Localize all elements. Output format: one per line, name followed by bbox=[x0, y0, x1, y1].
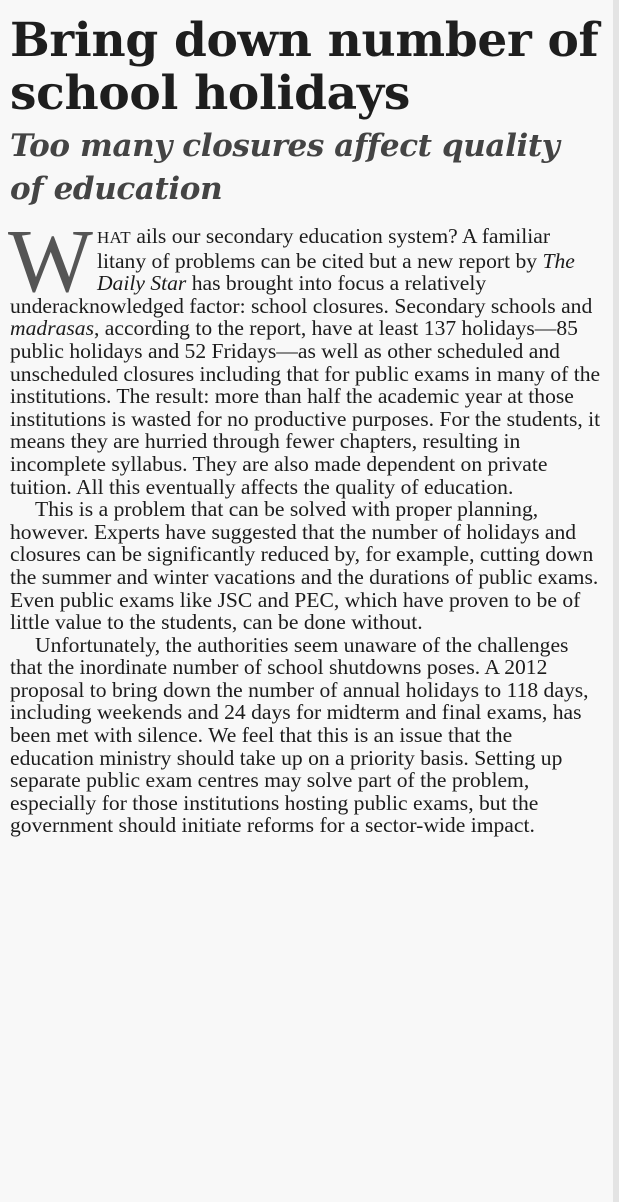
headline: Bring down number of school holidays bbox=[10, 13, 599, 121]
drop-cap: W bbox=[8, 212, 93, 311]
page-edge bbox=[613, 0, 619, 1202]
paragraph-3: Unfortunately, the authorities seem unaware of the challenges that the inordinate number of school shutdowns poses. A 2012 proposal to bring down the number of annual holidays to 118 days, including weekends and 24 days for midterm and final exams, has been met with silence. We feel that this is an issue that the education ministry should take up on a priority basis. Setting up separate public exam centres may solve part of the problem, especially for those institutions hosting public exams, but the government should initiate reforms for a sector-wide impact. bbox=[10, 632, 589, 838]
subheadline: Too many closures affect quality of education bbox=[10, 128, 560, 207]
paragraph-1-text-a: ails our secondary education system? A familiar litany of problems can be cited but a new report by bbox=[96, 224, 551, 273]
publication-name: The Daily Star bbox=[96, 248, 575, 296]
paragraph-1 bbox=[8, 212, 601, 499]
paragraph-2: This is a problem that can be solved with proper planning, however. Experts have suggested that the number of holidays and closures can be significantly reduced by, for example, cutting down the summer and winter vacations and the durations of public exams. Even public exams like JSC and PEC, which have proven to be of little value to the students, can be done without. bbox=[10, 497, 599, 635]
paragraph-1-text-b: has brought into focus a relatively underacknowledged factor: school closures. Secondary schools and bbox=[10, 271, 593, 318]
lead-in: HAT bbox=[96, 228, 131, 247]
madrasas-term: madrasas bbox=[10, 316, 94, 341]
article-body bbox=[8, 212, 601, 838]
paragraph-1-text-c: , according to the report, have at least 137 holidays—85 public holidays and 52 Fridays—as well as other scheduled and unscheduled closures including that for public exams in many of the institutions. The result: more than half the academic year at those institutions is wasted for no productive purposes. For the students, it means they are hurried through fewer chapters, resulting in incomplete syllabus. They are also made dependent on private tuition. All this eventually affects the quality of education. bbox=[10, 316, 601, 499]
